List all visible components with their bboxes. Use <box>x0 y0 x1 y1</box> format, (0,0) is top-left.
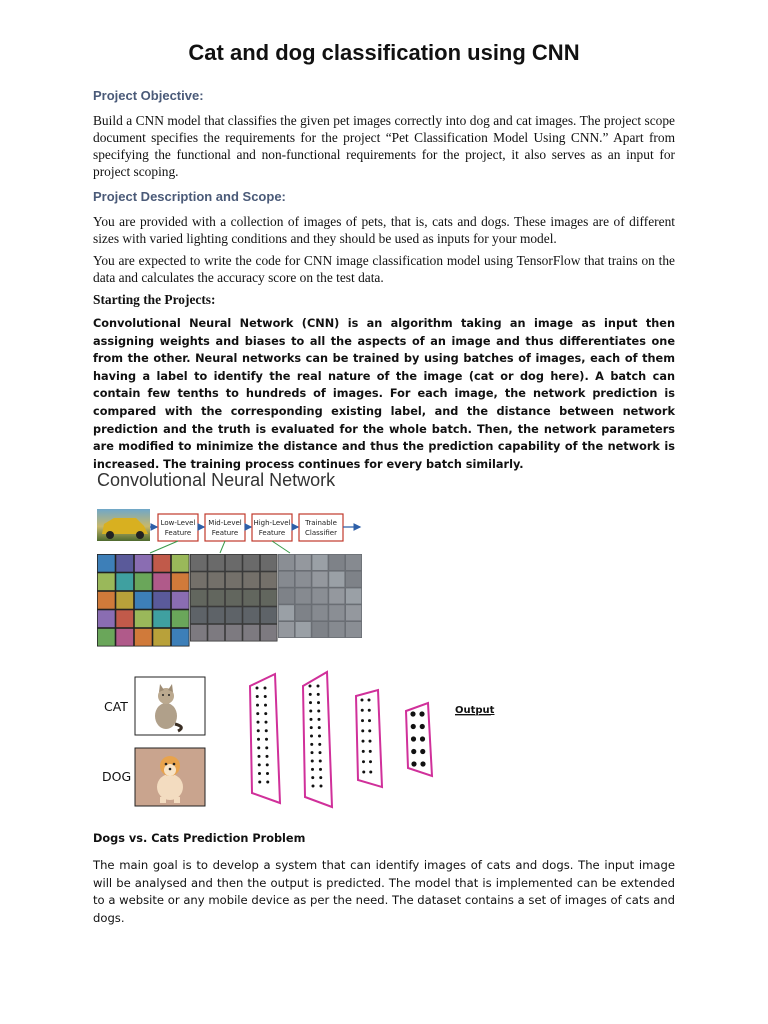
neuron <box>362 740 365 743</box>
neuron <box>317 685 320 688</box>
output-label: Output <box>455 705 495 716</box>
feature-tile <box>191 607 207 623</box>
feature-tile <box>135 592 152 609</box>
neuron <box>309 710 312 713</box>
car-wheel-rear <box>136 531 144 539</box>
neuron <box>256 712 259 715</box>
feature-tile <box>243 572 259 588</box>
neuron <box>369 740 372 743</box>
feature-tile <box>312 572 327 587</box>
layer-output <box>406 703 432 776</box>
car-wheel-front <box>106 531 114 539</box>
starting-paragraph: Convolutional Neural Network (CNN) is an algorithm taking an image as input then assigning weights and biases to all the aspects of an image and thus differentiates one from the other. Neural networks can be trained by using batches of images, each of them having a label to identify the real nature of the image (cat or dog here). A batch can contain few tenths to hundreds of images. For each image, the network prediction is compared with the corresponding existing label, and the distance between network prediction and the truth is evaluated for the whole batch. Then, the network parameters are modified to minimize the distance and thus the prediction capability of the network is increased. The training process continues for every batch similarly. <box>93 317 675 471</box>
feature-tile <box>329 588 344 603</box>
low-level-feature-grid <box>97 554 190 647</box>
feature-tile <box>135 573 152 590</box>
feature-tile <box>312 622 327 637</box>
neuron <box>256 704 259 707</box>
feature-tile <box>329 605 344 620</box>
feature-tile <box>346 605 361 620</box>
feature-tile <box>172 555 189 572</box>
neuron <box>265 738 268 741</box>
feature-tile <box>208 555 224 571</box>
neuron <box>317 693 320 696</box>
mid-level-feature-grid <box>190 554 278 642</box>
feature-tile <box>116 555 133 572</box>
feature-tile <box>226 590 242 606</box>
neuron <box>411 749 416 754</box>
layer-1 <box>250 674 280 803</box>
feature-tile <box>172 592 189 609</box>
feature-tile <box>243 607 259 623</box>
feature-tile <box>243 590 259 606</box>
neuron <box>318 743 321 746</box>
feature-tile <box>98 573 115 590</box>
neuron <box>265 729 268 732</box>
description-paragraph-1: You are provided with a collection of images of pets, that is, cats and dogs. These images are of different sizes with varied lighting conditions and they should be used as inputs for your model. <box>93 214 675 246</box>
neuron <box>420 761 425 766</box>
neuron <box>317 710 320 713</box>
objective-heading: Project Objective: <box>93 88 204 103</box>
neuron <box>361 729 364 732</box>
feature-tile <box>296 588 311 603</box>
feature-tile <box>279 555 294 570</box>
neuron <box>362 760 365 763</box>
stage-high-line2: Feature <box>258 529 286 537</box>
neuron <box>411 724 416 729</box>
feature-tile <box>208 590 224 606</box>
neuron <box>319 760 322 763</box>
neuron <box>362 750 365 753</box>
dog-illustration <box>157 756 183 803</box>
feature-tile <box>208 572 224 588</box>
feature-tile <box>261 555 277 571</box>
neuron <box>264 712 267 715</box>
layer-2 <box>303 672 332 807</box>
neuron <box>420 749 425 754</box>
feature-tile <box>116 592 133 609</box>
neuron <box>420 736 425 741</box>
neuron <box>319 776 322 779</box>
stage-classifier-line2: Classifier <box>305 529 337 537</box>
neuron <box>264 704 267 707</box>
neuron <box>265 721 268 724</box>
feature-tile <box>346 572 361 587</box>
feature-tile <box>243 625 259 641</box>
feature-tile <box>226 607 242 623</box>
feature-tile <box>329 572 344 587</box>
neuron <box>256 695 259 698</box>
stage-high-line1: High-Level <box>253 519 291 527</box>
neuron <box>411 736 416 741</box>
feature-tile <box>191 625 207 641</box>
feature-tile <box>312 588 327 603</box>
neuron <box>310 735 313 738</box>
neuron <box>264 687 267 690</box>
feature-tile <box>172 573 189 590</box>
neuron <box>257 729 260 732</box>
neuron <box>362 771 365 774</box>
cnn-figure-title: Convolutional Neural Network <box>97 470 336 490</box>
feature-tile <box>98 592 115 609</box>
feature-tile <box>226 625 242 641</box>
neuron <box>368 729 371 732</box>
feature-tile <box>153 592 170 609</box>
neuron <box>312 785 315 788</box>
prediction-heading: Dogs vs. Cats Prediction Problem <box>93 832 306 845</box>
starting-heading: Starting the Projects: <box>93 292 216 307</box>
neuron <box>258 781 261 784</box>
stage-low-line1: Low-Level <box>160 519 196 527</box>
neuron <box>361 719 364 722</box>
neuron <box>320 785 323 788</box>
feature-tile <box>279 622 294 637</box>
feature-tile <box>116 610 133 627</box>
neuron <box>318 726 321 729</box>
feature-tile <box>312 555 327 570</box>
feature-tile <box>261 590 277 606</box>
feature-tile <box>116 573 133 590</box>
objective-paragraph: Build a CNN model that classifies the given pet images correctly into dog and cat images. The project scope document specifies the requirements for the project “Pet Classification Model Using CNN.” Apart from specifying the functional and non-functional requirements for the project, it also serves as an input for project scoping. <box>93 113 675 179</box>
feature-tile <box>329 555 344 570</box>
neuron <box>361 709 364 712</box>
feature-tile <box>296 572 311 587</box>
stage-low-line2: Feature <box>164 529 192 537</box>
neuron <box>361 699 364 702</box>
feature-tile <box>191 572 207 588</box>
neuron <box>369 750 372 753</box>
neuron <box>309 693 312 696</box>
feature-tile <box>172 610 189 627</box>
neuron <box>310 726 313 729</box>
neuron <box>419 711 424 716</box>
high-level-feature-grid <box>278 554 362 638</box>
feature-tile <box>153 610 170 627</box>
neuron <box>309 701 312 704</box>
cat-label: CAT <box>104 699 128 714</box>
neuron <box>311 768 314 771</box>
neuron <box>257 721 260 724</box>
neuron <box>310 718 313 721</box>
neuron <box>309 685 312 688</box>
neuron <box>318 735 321 738</box>
feature-tile <box>135 629 152 646</box>
description-paragraph-2: You are expected to write the code for CNN image classification model using TensorFlow that trains on the data and calculates the accuracy score on the test data. <box>93 253 675 285</box>
neuron <box>266 755 269 758</box>
feature-tile <box>296 555 311 570</box>
neuron <box>319 768 322 771</box>
document-title: Cat and dog classification using CNN <box>188 40 580 65</box>
stage-mid-line1: Mid-Level <box>208 519 242 527</box>
feature-tile <box>208 625 224 641</box>
feature-tile <box>135 610 152 627</box>
neuron <box>258 772 261 775</box>
feature-tile <box>191 590 207 606</box>
neuron <box>266 772 269 775</box>
description-heading: Project Description and Scope: <box>93 189 286 204</box>
neuron <box>258 763 261 766</box>
neuron <box>410 711 415 716</box>
feature-tile <box>279 572 294 587</box>
neuron <box>368 699 371 702</box>
feature-tile <box>312 605 327 620</box>
feature-tile <box>153 555 170 572</box>
feature-tile <box>191 555 207 571</box>
neuron <box>317 701 320 704</box>
neuron <box>311 776 314 779</box>
stage-mid-line2: Feature <box>211 529 239 537</box>
neuron <box>258 755 261 758</box>
neuron <box>311 760 314 763</box>
neuron <box>257 738 260 741</box>
neuron <box>256 687 259 690</box>
layer-3 <box>356 690 382 787</box>
neuron <box>310 743 313 746</box>
feature-tile <box>243 555 259 571</box>
cnn-pipeline <box>97 509 362 647</box>
feature-tile <box>226 555 242 571</box>
feature-tile <box>279 605 294 620</box>
feature-tile <box>172 629 189 646</box>
cat-dog-network-figure <box>102 672 495 807</box>
neuron <box>368 709 371 712</box>
feature-tile <box>116 629 133 646</box>
neuron <box>311 751 314 754</box>
feature-tile <box>261 625 277 641</box>
neuron <box>369 771 372 774</box>
neuron <box>411 761 416 766</box>
feature-tile <box>98 610 115 627</box>
neuron <box>318 718 321 721</box>
neuron <box>257 746 260 749</box>
feature-tile <box>346 555 361 570</box>
neuron-dots <box>256 685 426 788</box>
neuron <box>266 781 269 784</box>
neuron <box>264 695 267 698</box>
feature-tile <box>261 607 277 623</box>
feature-tile <box>98 555 115 572</box>
feature-tile <box>208 607 224 623</box>
feature-tile <box>98 629 115 646</box>
feature-tile <box>261 572 277 588</box>
neuron <box>369 760 372 763</box>
feature-tile <box>226 572 242 588</box>
feature-tile <box>153 629 170 646</box>
feature-tile <box>329 622 344 637</box>
feature-tile <box>153 573 170 590</box>
feature-tile <box>279 588 294 603</box>
feature-tile <box>296 622 311 637</box>
neuron <box>368 719 371 722</box>
feature-tile <box>135 555 152 572</box>
neuron <box>420 724 425 729</box>
stage-classifier-line1: Trainable <box>305 519 337 527</box>
feature-tile <box>346 622 361 637</box>
neuron <box>319 751 322 754</box>
feature-tile <box>346 588 361 603</box>
prediction-paragraph: The main goal is to develop a system that can identify images of cats and dogs. The input image will be analysed and then the output is predicted. The model that is implemented can be extended to a website or any mobile device as per the need. The dataset contains a set of images of cats and dogs. <box>93 858 675 925</box>
neuron <box>265 746 268 749</box>
feature-tile <box>296 605 311 620</box>
dog-label: DOG <box>102 769 132 784</box>
neuron <box>266 763 269 766</box>
